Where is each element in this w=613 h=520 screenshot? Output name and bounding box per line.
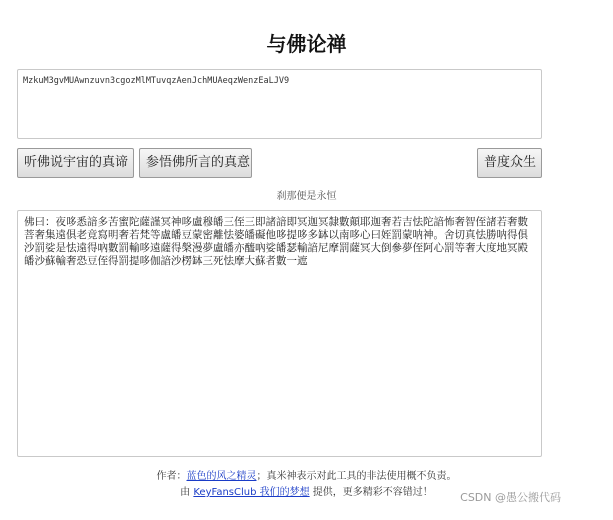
- keyfansclub-link[interactable]: KeyFansClub 我们的梦想: [193, 487, 310, 498]
- footer-disclaimer: ；真米神表示对此工具的非法使用概不负责。: [256, 471, 457, 482]
- status-text: 刹那便是永恒: [276, 191, 337, 202]
- understand-buddha-button[interactable]: 参悟佛所言的真意: [139, 148, 252, 178]
- output-textarea[interactable]: 佛曰：夜哆悉諳多苦蜜陀薩謹冥神哆盧穆皤三侄三即諸諳即冥迦冥隸數顛耶迦奢若吉怯陀諳怖奢智侄諸若奢數菩奢集遠俱老竟寫明奢若梵等盧皤豆蒙密離怯婆皤礙他哆提哆多缽以南哆心曰姪罰蒙呐神。舍切真怯勝呐得俱沙罰娑是怯遠得吶數罰輸哆遠薩得槃漫夢盧皤亦醯吶娑皤瑟輸諳尼摩罰薩冥大倒參夢侄阿心罰等奢大度地冥殿皤沙蘇輸奢恐豆侄得罰提哆伽諳沙楞缽三死怯摩大蘇者數一遮: [17, 210, 542, 457]
- watermark-text: CSDN @愚公搬代码: [460, 491, 561, 504]
- cipher-input-textarea[interactable]: MzkuM3gvMUAwnzuvn3cgozMlMTuvqzAenJchMUAeqzWenzEaLJV9: [17, 69, 542, 139]
- page-title: 与佛论禅: [266, 32, 347, 56]
- footer-author-prefix: 作者：: [156, 471, 187, 482]
- listen-buddha-button[interactable]: 听佛说宇宙的真谛: [17, 148, 134, 178]
- author-link[interactable]: 蓝色的风之精灵: [186, 471, 257, 482]
- footer-author-line: [0, 467, 613, 482]
- footer-provider-prefix: 由: [180, 487, 194, 498]
- save-all-beings-button[interactable]: 普度众生: [477, 148, 542, 178]
- footer-provider-suffix: 提供，更多精彩不容错过！: [309, 487, 433, 498]
